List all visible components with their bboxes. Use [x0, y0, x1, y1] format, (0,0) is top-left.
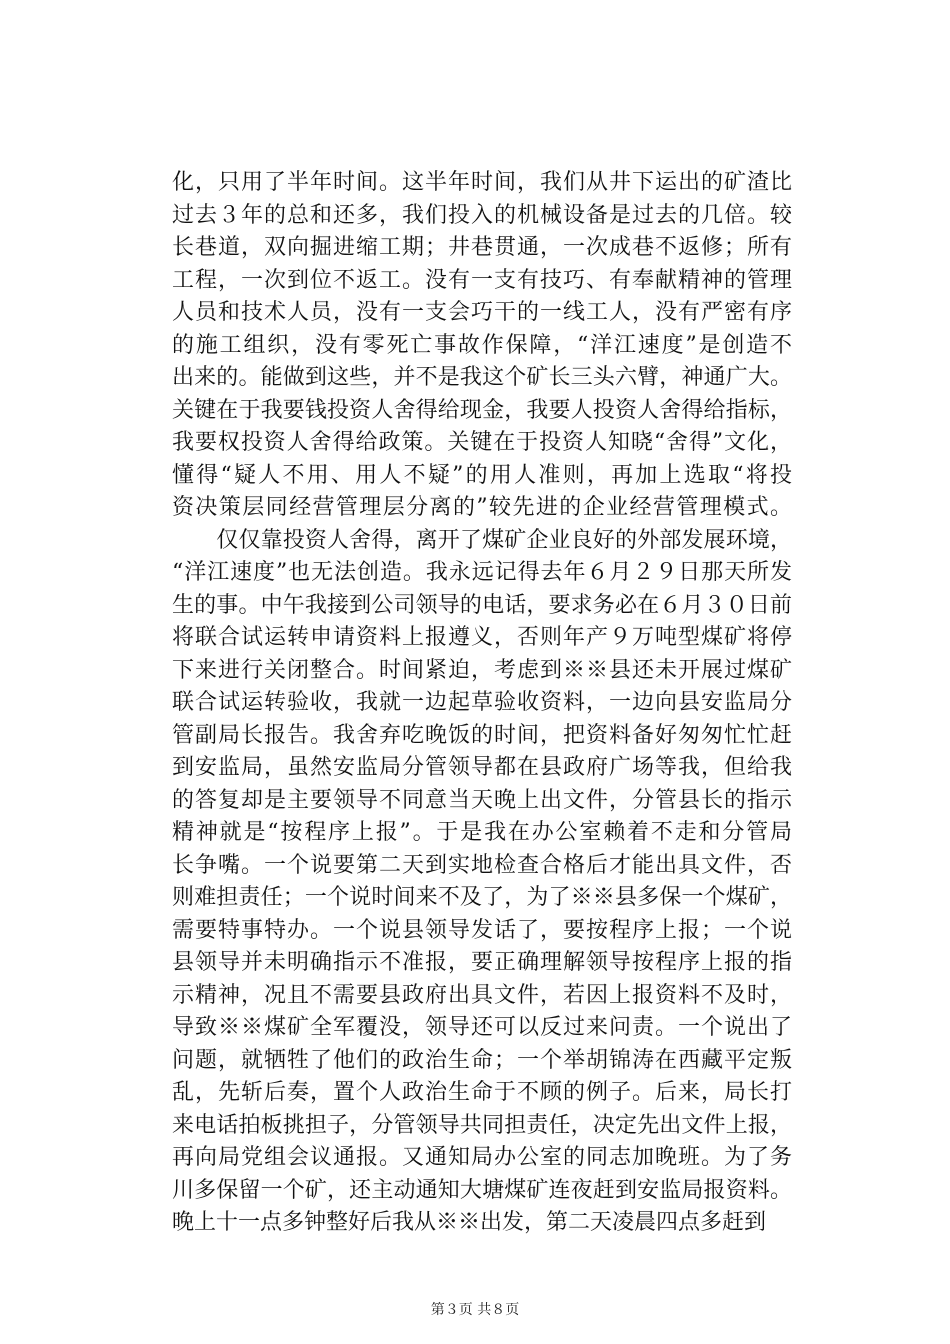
- text-line: 生的事。中午我接到公司领导的电话，要求务必在６月３０日前: [172, 592, 792, 618]
- text-line: 长争嘴。一个说要第二天到实地检查合格后才能出具文件，否: [172, 852, 792, 878]
- text-line: 将联合试运转申请资料上报遵义，否则年产９万吨型煤矿将停: [172, 625, 792, 650]
- text-line: 过去３年的总和还多，我们投入的机械设备是过去的几倍。较: [172, 202, 792, 228]
- text-line: 我要权投资人舍得给政策。关键在于投资人知晓“舍得”文化，: [172, 430, 792, 455]
- text-line: 县领导并未明确指示不准报，要正确理解领导按程序上报的指: [172, 950, 792, 975]
- text-line: 问题，就牺牲了他们的政治生命；一个举胡锦涛在西藏平定叛: [172, 1047, 792, 1073]
- text-line: 长巷道，双向掘进缩工期；井巷贯通，一次成巷不返修；所有: [172, 235, 792, 260]
- text-line: 关键在于我要钱投资人舍得给现金，我要人投资人舍得给指标，: [172, 397, 792, 423]
- text-line: 来电话拍板挑担子，分管领导共同担责任，决定先出文件上报，: [172, 1112, 792, 1138]
- text-line: 晚上十一点多钟整好后我从※※出发，第二天凌晨四点多赶到: [172, 1210, 767, 1235]
- text-line: 工程，一次到位不返工。没有一支有技巧、有奉献精神的管理: [172, 267, 792, 293]
- text-line: 的施工组织，没有零死亡事故作保障，“洋江速度”是创造不: [172, 332, 792, 358]
- text-line: 人员和技术人员，没有一支会巧干的一线工人，没有严密有序: [172, 300, 792, 325]
- text-line: 管副局长报告。我舍弃吃晚饭的时间，把资料备好匆匆忙忙赶: [172, 722, 792, 748]
- text-line: 需要特事特办。一个说县领导发话了，要按程序上报；一个说: [172, 917, 792, 943]
- text-line: 川多保留一个矿，还主动通知大塘煤矿连夜赶到安监局报资料。: [172, 1177, 792, 1203]
- text-line: 资决策层同经营管理层分离的”较先进的企业经营管理模式。: [172, 495, 792, 520]
- text-line: “洋江速度”也无法创造。我永远记得去年６月２９日那天所发: [172, 560, 792, 585]
- text-line: 示精神，况且不需要县政府出具文件，若因上报资料不及时，: [172, 982, 792, 1008]
- text-line: 下来进行关闭整合。时间紧迫，考虑到※※县还未开展过煤矿: [172, 657, 792, 683]
- text-line: 仅仅靠投资人舍得，离开了煤矿企业良好的外部发展环境，: [172, 527, 792, 553]
- text-line: 出来的。能做到这些，并不是我这个矿长三头六臂，神通广大。: [172, 365, 792, 390]
- body-text: [172, 167, 792, 1240]
- text-line: 精神就是“按程序上报”。于是我在办公室赖着不走和分管局: [172, 820, 792, 845]
- text-line: 懂得“疑人不用、用人不疑”的用人准则，再加上选取“将投: [172, 462, 792, 488]
- text-line: 乱，先斩后奏，置个人政治生命于不顾的例子。后来，局长打: [172, 1080, 792, 1105]
- page-footer: 第３页 共８页: [430, 1302, 520, 1318]
- text-line: 到安监局，虽然安监局分管领导都在县政府广场等我，但给我: [172, 755, 792, 780]
- text-line: 则难担责任；一个说时间来不及了，为了※※县多保一个煤矿，: [172, 885, 792, 910]
- text-line: 联合试运转验收，我就一边起草验收资料，一边向县安监局分: [172, 690, 792, 715]
- text-line: 的答复却是主要领导不同意当天晚上出文件，分管县长的指示: [172, 787, 792, 813]
- text-line: 再向局党组会议通报。又通知局办公室的同志加晚班。为了务: [172, 1145, 792, 1170]
- text-line: 导致※※煤矿全军覆没，领导还可以反过来问责。一个说出了: [172, 1015, 792, 1040]
- text-line: 化，只用了半年时间。这半年时间，我们从井下运出的矿渣比: [172, 170, 792, 195]
